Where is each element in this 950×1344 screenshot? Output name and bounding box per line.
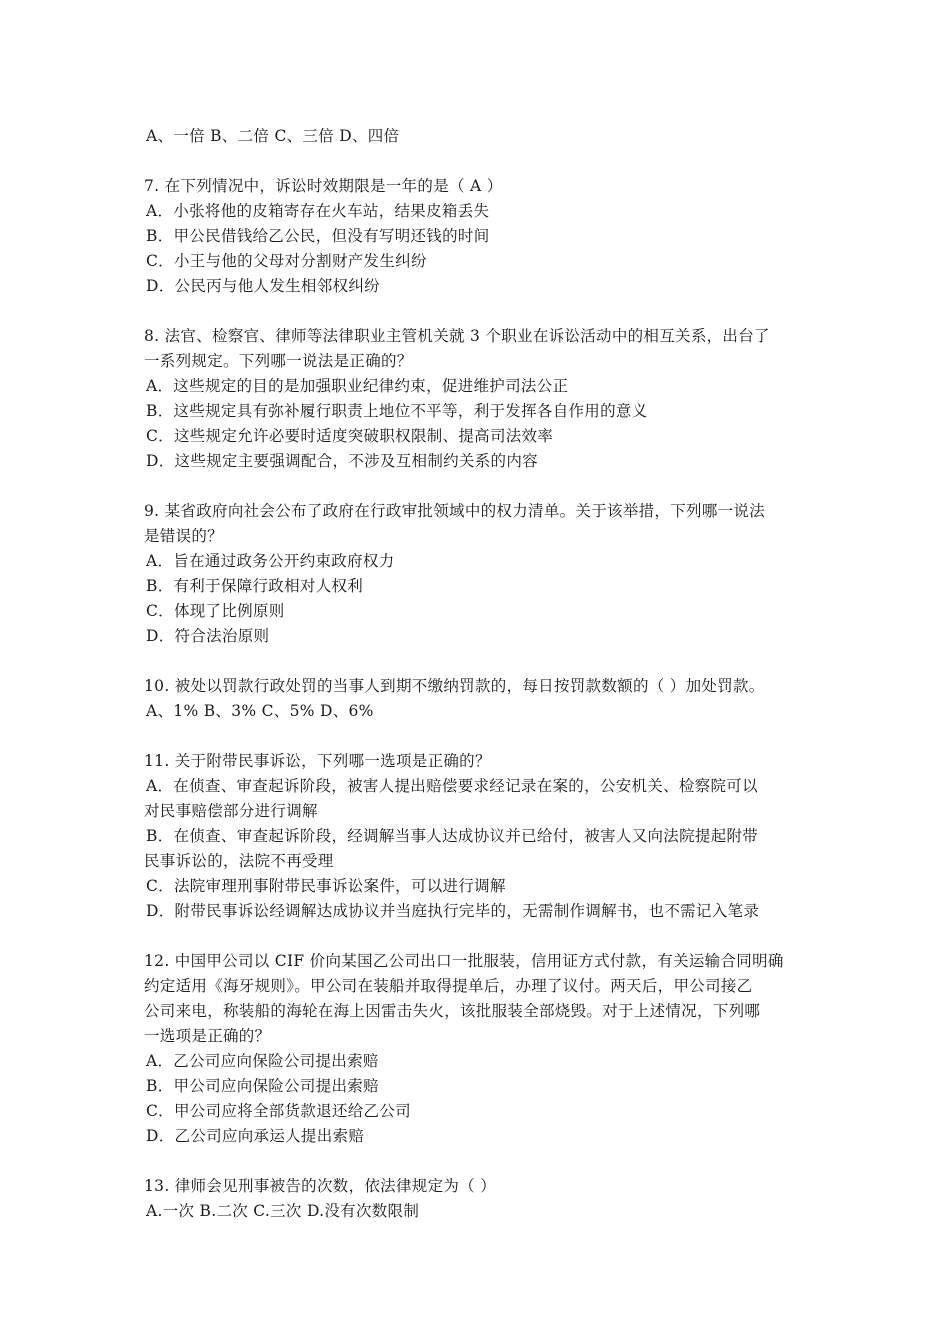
answer-option-line: B．有利于保障行政相对人权利 <box>146 577 364 595</box>
question-text-line: 公司来电，称装船的海轮在海上因雷击失火，该批服装全部烧毁。对于上述情况，下列哪 <box>144 1002 761 1020</box>
question-text-line: 一系列规定。下列哪一说法是正确的？ <box>144 352 413 370</box>
question-text-line: 11. 关于附带民事诉讼，下列哪一选项是正确的？ <box>144 752 491 770</box>
answer-option-line: A．在侦查、审查起诉阶段，被害人提出赔偿要求经记录在案的，公安机关、检察院可以 <box>146 777 758 795</box>
question-text-line: 12. 中国甲公司以 CIF 价向某国乙公司出口一批服装，信用证方式付款，有关运输合同明确 <box>144 952 784 970</box>
answer-option-line: D．乙公司应向承运人提出索赔 <box>146 1127 365 1145</box>
answer-option-line: B．这些规定具有弥补履行职责上地位不平等，利于发挥各自作用的意义 <box>146 402 648 420</box>
question-text-line: 7. 在下列情况中，诉讼时效期限是一年的是（ A ） <box>144 177 503 195</box>
paragraph-gap <box>144 474 816 499</box>
paragraph-gap <box>144 649 816 674</box>
answer-option-line: A.一次 B.二次 C.三次 D.没有次数限制 <box>146 1202 420 1220</box>
paragraph-gap <box>144 724 816 749</box>
paragraph-gap <box>144 149 816 174</box>
answer-option-line: A．小张将他的皮箱寄存在火车站，结果皮箱丢失 <box>146 202 490 220</box>
paragraph-gap <box>144 299 816 324</box>
answer-option-line: C．甲公司应将全部货款退还给乙公司 <box>146 1102 411 1120</box>
answer-option-line: A．旨在通过政务公开约束政府权力 <box>146 552 395 570</box>
question-text-line: 13. 律师会见刑事被告的次数，依法律规定为（ ） <box>144 1177 497 1195</box>
question-text-line: 9. 某省政府向社会公布了政府在行政审批领域中的权力清单。关于该举措，下列哪一说法 <box>144 502 766 520</box>
question-text-line: 对民事赔偿部分进行调解 <box>144 802 318 820</box>
answer-option-line: C．小王与他的父母对分割财产发生纠纷 <box>146 252 427 270</box>
answer-option-line: A．这些规定的目的是加强职业纪律约束，促进维护司法公正 <box>146 377 569 395</box>
answer-option-line: D．公民丙与他人发生相邻权纠纷 <box>146 277 380 295</box>
answer-option-line: D．这些规定主要强调配合，不涉及互相制约关系的内容 <box>146 452 538 470</box>
question-text-line: 8. 法官、检察官、律师等法律职业主管机关就 3 个职业在诉讼活动中的相互关系，出台了 <box>144 327 770 345</box>
document-page <box>144 124 816 1224</box>
question-text-line: 10. 被处以罚款行政处罚的当事人到期不缴纳罚款的，每日按罚款数额的（ ）加处罚款。 <box>144 677 765 695</box>
question-text-line: 是错误的？ <box>144 527 224 545</box>
answer-option-line: A、一倍 B、二倍 C、三倍 D、四倍 <box>146 127 400 145</box>
answer-option-line: D．附带民事诉讼经调解达成协议并当庭执行完毕的，无需制作调解书，也不需记入笔录 <box>146 902 760 920</box>
answer-option-line: B．在侦查、审查起诉阶段，经调解当事人达成协议并已给付，被害人又向法院提起附带 <box>146 827 759 845</box>
question-text-line: 民事诉讼的，法院不再受理 <box>144 852 334 870</box>
question-text-line: 一选项是正确的？ <box>144 1027 271 1045</box>
answer-option-line: B．甲公民借钱给乙公民，但没有写明还钱的时间 <box>146 227 490 245</box>
answer-option-line: C．体现了比例原则 <box>146 602 285 620</box>
answer-option-line: B．甲公司应向保险公司提出索赔 <box>146 1077 379 1095</box>
paragraph-gap <box>144 1149 816 1174</box>
answer-option-line: A、1% B、3% C、5% D、6% <box>146 702 374 720</box>
question-text-line: 约定适用《海牙规则》。甲公司在装船并取得提单后，办理了议付。两天后，甲公司接乙 <box>144 977 753 995</box>
answer-option-line: D．符合法治原则 <box>146 627 270 645</box>
answer-option-line: C．这些规定允许必要时适度突破职权限制、提高司法效率 <box>146 427 554 445</box>
paragraph-gap <box>144 924 816 949</box>
answer-option-line: A．乙公司应向保险公司提出索赔 <box>146 1052 379 1070</box>
answer-option-line: C．法院审理刑事附带民事诉讼案件，可以进行调解 <box>146 877 506 895</box>
